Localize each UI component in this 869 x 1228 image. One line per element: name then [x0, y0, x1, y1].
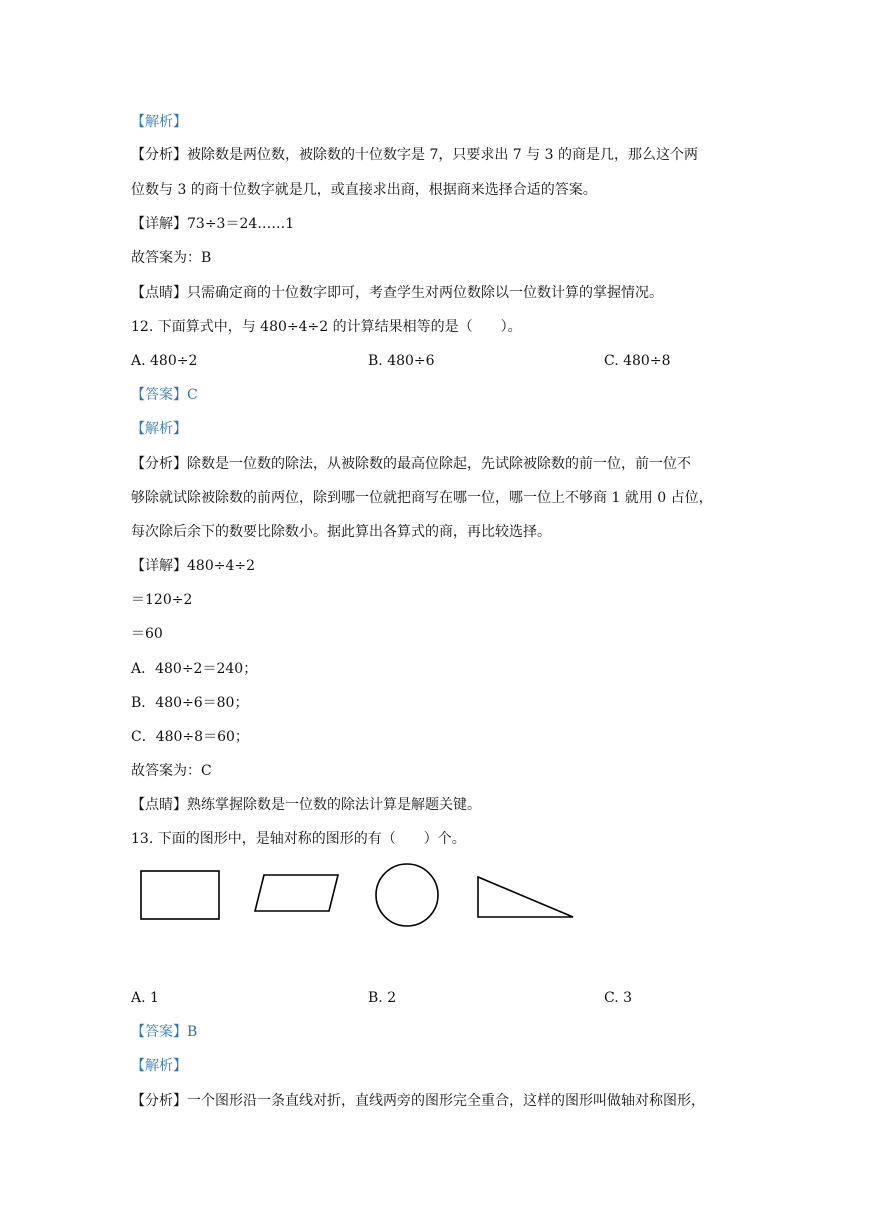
jiexi-label-12: 【解析】 [131, 421, 187, 437]
calc-a: A．480÷2＝240； [131, 661, 258, 677]
analysis-text-1b: 位数与 3 的商十位数字就是几，或直接求出商，根据商来选择合适的答案。 [131, 182, 597, 198]
answer-label-13: 【答案】B [131, 1024, 198, 1040]
question-13: 13. 下面的图形中，是轴对称的图形的有（ ）个。 [131, 831, 466, 847]
rectangle-shape [141, 871, 219, 919]
comment-text-12: 【点睛】熟练掌握除数是一位数的除法计算是解题关键。 [131, 797, 481, 813]
detail-text-12b: ＝120÷2 [131, 592, 193, 608]
detail-text-12c: ＝60 [131, 626, 163, 642]
analysis-text-13: 【分析】一个图形沿一条直线对折，直线两旁的图形完全重合，这样的图形叫做轴对称图形， [131, 1093, 705, 1109]
jiexi-label-13: 【解析】 [131, 1058, 187, 1074]
right-triangle-shape [478, 877, 573, 917]
jiexi-label-1: 【解析】 [131, 114, 187, 130]
question-12: 12. 下面算式中，与 480÷4÷2 的计算结果相等的是（ ）。 [131, 319, 522, 335]
comment-text-1: 【点睛】只需确定商的十位数字即可，考查学生对两位数除以一位数计算的掌握情况。 [131, 285, 663, 301]
q12-option-b: B. 480÷6 [368, 353, 435, 369]
q13-option-a: A. 1 [131, 990, 159, 1006]
calc-c: C．480÷8＝60； [131, 729, 249, 745]
q12-option-c: C. 480÷8 [604, 353, 671, 369]
answer-label-12: 【答案】C [131, 387, 198, 403]
detail-text-1: 【详解】73÷3＝24……1 [131, 216, 295, 232]
circle-shape [376, 864, 438, 926]
analysis-text-12c: 每次除后余下的数要比除数小。据此算出各算式的商，再比较选择。 [131, 524, 551, 540]
analysis-text-1a: 【分析】被除数是两位数，被除数的十位数字是 7，只要求出 7 与 3 的商是几，那么这个两 [131, 147, 698, 163]
detail-text-12a: 【详解】480÷4÷2 [131, 558, 255, 574]
q12-option-a: A. 480÷2 [131, 353, 198, 369]
calc-b: B．480÷6＝80； [131, 695, 249, 711]
parallelogram-shape [255, 875, 338, 911]
answer-summary-1: 故答案为：B [131, 250, 212, 266]
analysis-text-12a: 【分析】除数是一位数的除法，从被除数的最高位除起，先试除被除数的前一位，前一位不 [131, 456, 691, 472]
q13-option-c: C. 3 [604, 990, 633, 1006]
answer-summary-12: 故答案为：C [131, 763, 212, 779]
q13-option-b: B. 2 [368, 990, 397, 1006]
analysis-text-12b: 够除就试除被除数的前两位，除到哪一位就把商写在哪一位，哪一位上不够商 1 就用 0 占位， [131, 490, 713, 506]
